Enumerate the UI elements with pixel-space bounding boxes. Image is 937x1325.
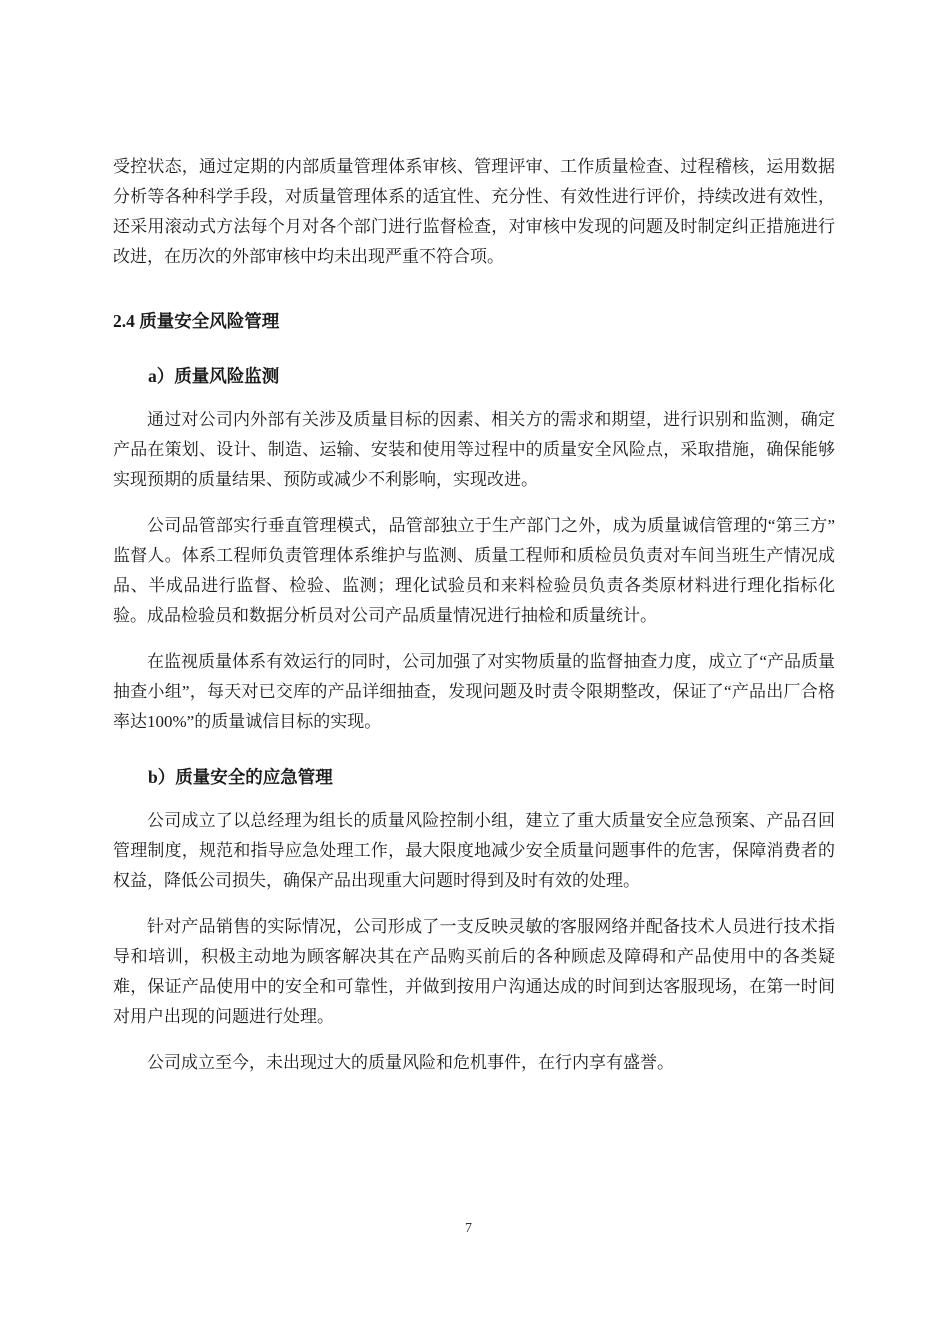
paragraph: 通过对公司内外部有关涉及质量目标的因素、相关方的需求和期望，进行识别和监测，确定产品在策划、设计、制造、运输、安装和使用等过程中的质量安全风险点，采取措施，确保能够实现预期的质量结果、预防或减少不利影响，实现改进。	[113, 410, 835, 489]
document-content	[113, 152, 835, 1094]
paragraph-continuation: 受控状态，通过定期的内部质量管理体系审核、管理评审、工作质量检查、过程稽核，运用数据分析等各种科学手段，对质量管理体系的适宜性、充分性、有效性进行评价，持续改进有效性，还采用滚动式方法每个月对各个部门进行监督检查，对审核中发现的问题及时制定纠正措施进行改进，在历次的外部审核中均未出现严重不符合项。	[113, 157, 835, 266]
section-heading-2-4: 2.4 质量安全风险管理	[113, 311, 280, 331]
paragraph: 公司成立了以总经理为组长的质量风险控制小组，建立了重大质量安全应急预案、产品召回管理制度，规范和指导应急处理工作，最大限度地减少安全质量问题事件的危害，保障消费者的权益，降低公司损失，确保产品出现重大问题时得到及时有效的处理。	[113, 811, 835, 890]
subsection-heading-a: a）质量风险监测	[148, 366, 280, 386]
subsection-heading-b: b）质量安全的应急管理	[148, 767, 333, 787]
paragraph: 针对产品销售的实际情况，公司形成了一支反映灵敏的客服网络并配备技术人员进行技术指导和培训，积极主动地为顾客解决其在产品购买前后的各种顾虑及障碍和产品使用中的各类疑难，保证产品使用中的安全和可靠性，并做到按用户沟通达成的时间到达客服现场，在第一时间对用户出现的问题进行处理。	[113, 917, 835, 1026]
paragraph: 公司成立至今，未出现过大的质量风险和危机事件，在行内享有盛誉。	[147, 1053, 674, 1072]
page-number: 7	[465, 1221, 472, 1236]
paragraph: 公司品管部实行垂直管理模式，品管部独立于生产部门之外，成为质量诚信管理的“第三方”监督人。体系工程师负责管理体系维护与监测、质量工程师和质检员负责对车间当班生产情况成品、半成品进行监督、检验、监测；理化试验员和来料检验员负责各类原材料进行理化指标化验。成品检验员和数据分析员对公司产品质量情况进行抽检和质量统计。	[113, 516, 835, 625]
paragraph: 在监视质量体系有效运行的同时，公司加强了对实物质量的监督抽查力度，成立了“产品质量抽查小组”，每天对已交库的产品详细抽查，发现问题及时责令限期整改，保证了“产品出厂合格率达100%”的质量诚信目标的实现。	[113, 652, 835, 731]
